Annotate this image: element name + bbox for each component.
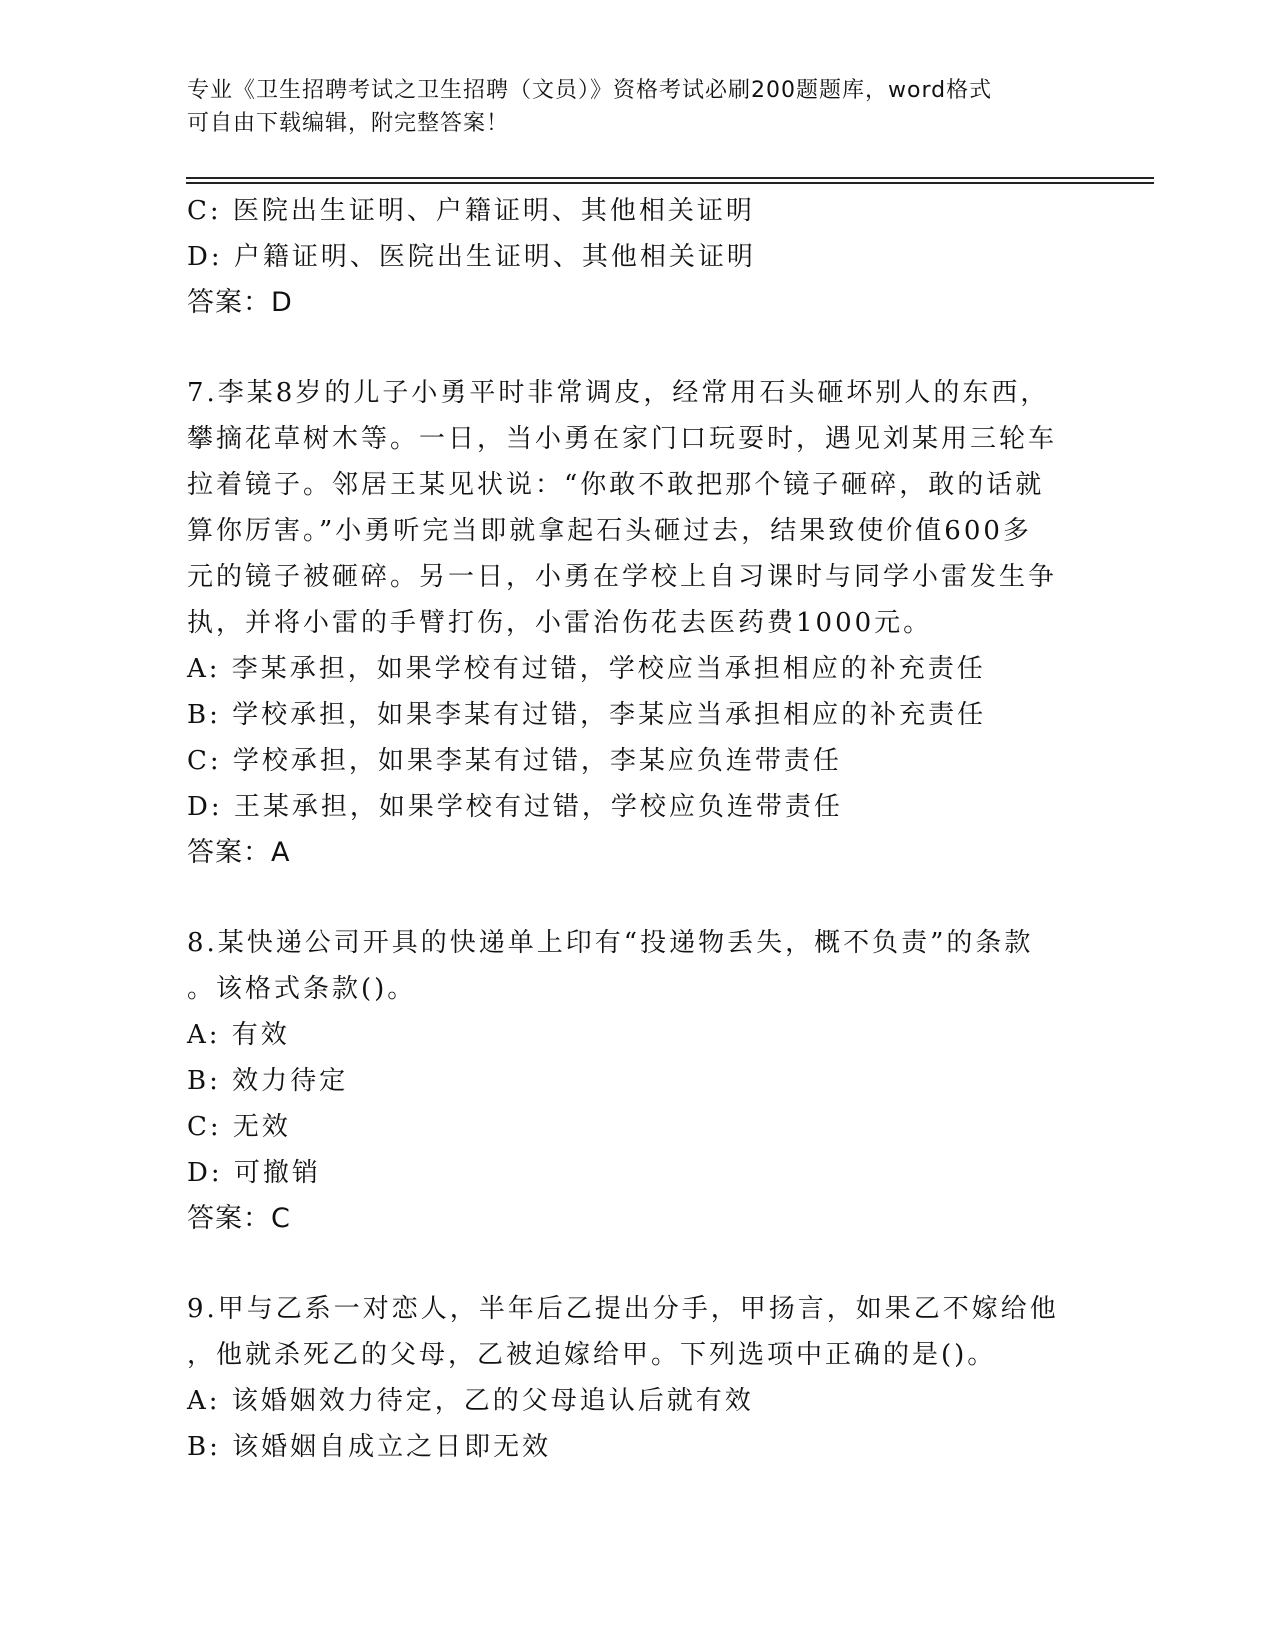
spacer [187, 1242, 1087, 1286]
spacer [187, 876, 1087, 920]
header-divider-top [186, 177, 1154, 179]
option-a: A: 有效 [187, 1020, 290, 1050]
header-divider-bottom [186, 182, 1154, 184]
answer-line: 答案：C [187, 1203, 291, 1234]
option-d: D: 王某承担，如果学校有过错，学校应负连带责任 [187, 792, 843, 822]
option-b: B: 该婚姻自成立之日即无效 [187, 1432, 552, 1462]
option-c: C: 医院出生证明、户籍证明、其他相关证明 [187, 196, 755, 226]
answer-line: 答案：A [187, 837, 291, 868]
option-a: A: 李某承担，如果学校有过错，学校应当承担相应的补充责任 [187, 654, 986, 684]
question-text-line: 拉着镜子。邻居王某见状说：“你敢不敢把那个镜子砸碎，敢的话就 [187, 470, 1045, 500]
option-c: C: 学校承担，如果李某有过错，李某应负连带责任 [187, 746, 842, 776]
option-d: D: 户籍证明、医院出生证明、其他相关证明 [187, 242, 756, 272]
question-7 [187, 370, 1087, 876]
question-8 [187, 920, 1087, 1242]
question-text-line: ，他就杀死乙的父母，乙被迫嫁给甲。下列选项中正确的是()。 [187, 1340, 997, 1370]
question-text-line: 执，并将小雷的手臂打伤，小雷治伤花去医药费1000元。 [187, 608, 933, 638]
question-text-line: 攀摘花草树木等。一日，当小勇在家门口玩耍时，遇见刘某用三轮车 [187, 424, 1058, 454]
option-c: C: 无效 [187, 1112, 291, 1142]
option-a: A: 该婚姻效力待定，乙的父母追认后就有效 [187, 1386, 754, 1416]
option-d: D: 可撤销 [187, 1158, 321, 1188]
question-text-line: 7.李某8岁的儿子小勇平时非常调皮，经常用石头砸坏别人的东西， [187, 378, 1050, 408]
question-text-line: 元的镜子被砸碎。另一日，小勇在学校上自习课时与同学小雷发生争 [187, 562, 1058, 592]
spacer [187, 326, 1087, 370]
question-text-line: 9.甲与乙系一对恋人，半年后乙提出分手，甲扬言，如果乙不嫁给他 [187, 1294, 1059, 1324]
question-6-tail [187, 188, 1087, 326]
header-line-2: 可自由下载编辑，附完整答案！ [187, 111, 510, 136]
question-text-line: 8.某快递公司开具的快递单上印有“投递物丢失，概不负责”的条款 [187, 928, 1034, 958]
header-line-1: 专业《卫生招聘考试之卫生招聘（文员）》资格考试必刷200题题库，word格式 [187, 78, 993, 103]
answer-line: 答案：D [187, 287, 293, 318]
question-text-line: 。该格式条款()。 [187, 974, 417, 1004]
document-header [187, 74, 1087, 140]
question-text-line: 算你厉害。”小勇听完当即就拿起石头砸过去，结果致使价值600多 [187, 516, 1032, 546]
option-b: B: 效力待定 [187, 1066, 349, 1096]
question-9 [187, 1286, 1087, 1470]
option-b: B: 学校承担，如果李某有过错，李某应当承担相应的补充责任 [187, 700, 987, 730]
question-content [187, 188, 1087, 1470]
